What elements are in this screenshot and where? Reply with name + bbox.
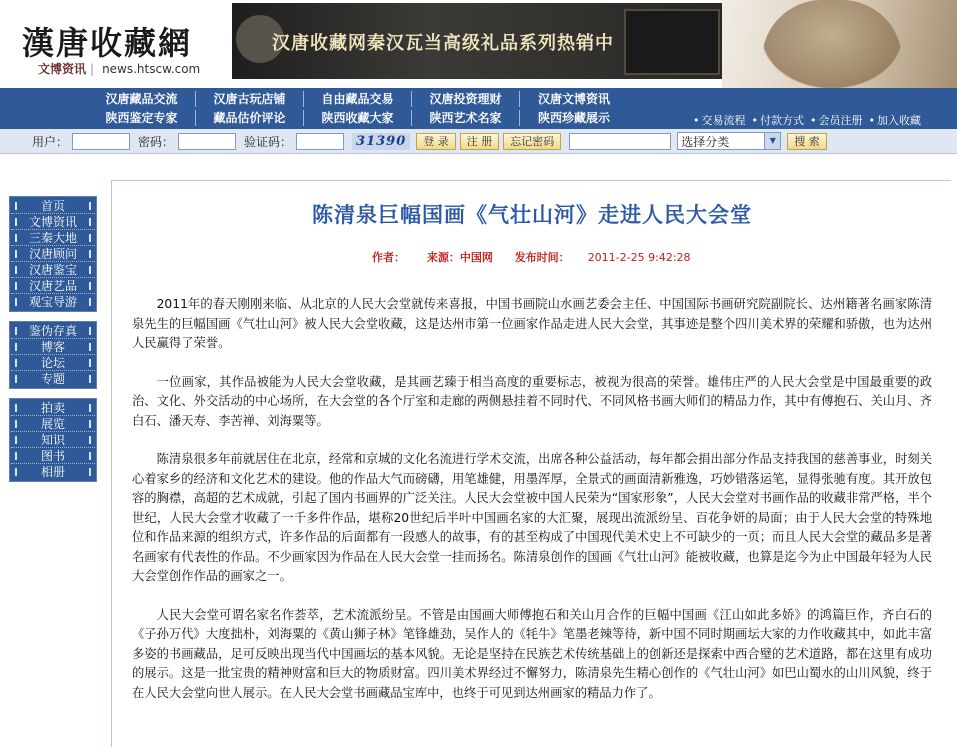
article-container: [111, 180, 951, 747]
forgot-password-button[interactable]: 忘记密码: [503, 133, 561, 150]
captcha-input[interactable]: [296, 133, 344, 150]
link-add-favorite-label: 加入收藏: [877, 114, 921, 127]
captcha-image: 31390: [352, 133, 410, 150]
sidebar-group-1: [9, 196, 97, 312]
nav-item-news[interactable]: 汉唐文博资讯: [537, 92, 610, 106]
sidebar-item-auction[interactable]: 拍卖: [11, 400, 95, 416]
logo-sub-url: news.htscw.com: [102, 62, 201, 76]
statue-head-shape: [762, 0, 902, 88]
nav-row-2: [88, 110, 628, 126]
nav-item-antique-shops[interactable]: 汉唐古玩店铺: [196, 91, 304, 107]
sidebar-item-sanqin[interactable]: 三秦大地: [11, 230, 95, 246]
article-paragraph: 2011年的春天刚刚来临、从北京的人民大会堂就传来喜报，中国书画院山水画艺委会主任、中国国际书画研究院副院长、达州籍著名画家陈清泉先生的巨幅国画《气壮山河》被人民大会堂收藏，这是达州市第一位画家作品走进人民大会堂，其事迹是整个四川美术界的荣耀和骄傲，也为达州人民赢得了荣誉。: [132, 297, 932, 350]
publish-time: [515, 251, 709, 264]
login-button[interactable]: 登 录: [416, 133, 456, 150]
sidebar-item-albums[interactable]: 相册: [11, 464, 95, 480]
banner-text: 汉唐收藏网秦汉瓦当高级礼品系列热销中: [272, 33, 614, 54]
search-input[interactable]: [569, 133, 671, 150]
site-header: [0, 0, 957, 88]
chevron-down-icon: ▼: [764, 133, 780, 149]
nav-item-appraisal-experts[interactable]: 陕西鉴定专家: [88, 110, 196, 126]
nav-item-collection-exchange[interactable]: 汉唐藏品交流: [88, 91, 196, 107]
logo-separator: |: [90, 62, 95, 76]
logo-title: 漢唐收藏網: [22, 24, 193, 62]
sidebar-item-books[interactable]: 图书: [11, 448, 95, 464]
sidebar-item-forum[interactable]: 论坛: [11, 355, 95, 371]
article-paragraph: 人民大会堂可谓名家名作荟萃，艺术流派纷呈。不管是由国画大师傅抱石和关山月合作的巨幅中国画《江山如此多娇》的鸿篇巨作，齐白石的《子孙万代》大度拙朴，刘海粟的《黄山狮子林》笔锋雄劲，吴作人的《牦牛》笔墨老辣等待，新中国不同时期画坛大家的力作收藏其中，如此丰富多姿的书画藏品，足可反映出现当代中国画坛的基本风貌。无论是坚持在民族艺术传统基础上的创新还是探索中西合璧的艺术道路，都在这里有成功的展示。这是一批宝贵的精神财富和巨大的物质财富。四川美术界经过不懈努力，陈清泉先生精心创作的《气壮山河》如巴山蜀水的山川风貌，终于在人民大会堂向世人展示。在人民大会堂书画藏品宝库中，也终于可见到达州画家的精品力作了。: [132, 607, 932, 700]
sidebar-item-advisor[interactable]: 汉唐顾问: [11, 246, 95, 262]
logo-subtitle: [38, 60, 200, 77]
gift-box-image: [624, 9, 720, 75]
publish-time-value: 2011-2-25 9:42:28: [587, 251, 691, 264]
buddha-statue-image: [722, 0, 957, 88]
sidebar-group-2: [9, 321, 97, 389]
username-input[interactable]: [72, 133, 130, 150]
captcha-label: 验证码：: [244, 134, 293, 149]
sidebar-item-authenticate[interactable]: 鉴伪存真: [11, 323, 95, 339]
site-logo[interactable]: [0, 0, 232, 88]
sidebar-item-knowledge[interactable]: 知识: [11, 432, 95, 448]
article-body: [132, 295, 932, 722]
link-register[interactable]: [810, 112, 863, 128]
category-select[interactable]: [677, 132, 781, 150]
search-button[interactable]: 搜 索: [787, 133, 827, 150]
nav-quick-links: [693, 112, 921, 128]
bullet-icon: •: [693, 114, 700, 127]
link-trade-process-label: 交易流程: [701, 114, 746, 127]
article-paragraph: 陈清泉很多年前就居住在北京，经常和京城的文化名流进行学术交流，出席各种公益活动，每年都会捐出部分作品支持我国的慈善事业，时刻关心着家乡的经济和文化艺术的建设。他的作品大气而磅礴，用笔雄健，用墨浑厚，全景式的画面清新雅逸，巧妙错落运笔，显得张驰有度。其开放包容的胸襟，高超的艺术成就，引起了国内书画界的广泛关注。人民大会堂被中国人民荣为“国家形象”，人民大会堂对书画作品的收藏非常严格，半个世纪，人民大会堂才收藏了一千多件作品，堪称20世纪后半叶中国画名家的大汇聚，展现出流派纷呈、百花争妍的局面；由于人民大会堂的特殊地位和作品来源的组织方式，许多作品的后面都有一段感人的故事，有的甚至构成了中国现代美术史上不可缺少的一页；而且人民大会堂的藏品多是著名画家有代表性的作品。不少画家因为作品在人民大会堂一挂而扬名。陈清泉创作的国画《气壮山河》能被收藏，也算是迄今为止中国最年轻为人民大会堂创作作品的画家之一。: [132, 452, 932, 583]
sidebar-item-exhibition[interactable]: 展览: [11, 416, 95, 432]
link-payment[interactable]: [752, 112, 805, 128]
bullet-icon: •: [868, 114, 875, 127]
sidebar-item-home[interactable]: 首页: [11, 198, 95, 214]
nav-item-collectors[interactable]: 陕西收藏大家: [304, 110, 412, 126]
user-label: 用户：: [32, 134, 69, 149]
bullet-icon: •: [751, 114, 758, 127]
sidebar: [9, 196, 97, 491]
sidebar-item-guide[interactable]: 观宝导游: [11, 294, 95, 310]
register-button[interactable]: 注 册: [460, 133, 500, 150]
bullet-icon: •: [810, 114, 817, 127]
source-label: 来源：中国网: [426, 251, 493, 264]
category-select-value: 选择分类: [681, 134, 730, 149]
article-paragraph: 一位画家，其作品被能为人民大会堂收藏，是其画艺臻于相当高度的重要标志，被视为很高的荣誉。雄伟庄严的人民大会堂是中国最重要的政治、文化、外交活动的中心场所，在大会堂的各个厅室和走廊的两侧悬挂着不同时代、不同风格书画大师们的精品力作，其中有傅抱石、关山月、齐白石、潘天寿、李苦禅、刘海粟等。: [132, 374, 932, 428]
nav-item-free-trade[interactable]: 自由藏品交易: [304, 91, 412, 107]
nav-item-valuation-reviews[interactable]: 藏品估价评论: [196, 110, 304, 126]
sidebar-item-appraisal[interactable]: 汉唐鉴宝: [11, 262, 95, 278]
password-label: 密码：: [138, 134, 175, 149]
author-label: 作者：: [372, 251, 405, 264]
article-meta: [372, 249, 727, 265]
main-nav: [0, 88, 957, 129]
link-add-favorite[interactable]: [869, 112, 922, 128]
nav-item-investment[interactable]: 汉唐投资理财: [412, 91, 520, 107]
publish-time-label: 发布时间：: [514, 251, 570, 264]
nav-item-showcase[interactable]: 陕西珍藏展示: [537, 111, 610, 125]
sidebar-group-3: [9, 398, 97, 482]
nav-row-1: [88, 91, 628, 107]
nav-item-artists[interactable]: 陕西艺术名家: [412, 110, 520, 126]
sidebar-item-blog[interactable]: 博客: [11, 339, 95, 355]
sidebar-item-artworks[interactable]: 汉唐艺品: [11, 278, 95, 294]
password-input[interactable]: [178, 133, 236, 150]
link-trade-process[interactable]: [693, 112, 746, 128]
logo-sub-cn: 文博资讯: [38, 62, 87, 76]
link-register-label: 会员注册: [818, 114, 863, 127]
ad-banner[interactable]: [232, 3, 722, 79]
article-title: 陈清泉巨幅国画《气壮山河》走进人民大会堂: [312, 203, 752, 227]
sidebar-item-news[interactable]: 文博资讯: [11, 214, 95, 230]
login-bar: [0, 129, 957, 154]
sidebar-item-topics[interactable]: 专题: [11, 371, 95, 387]
link-payment-label: 付款方式: [760, 114, 804, 127]
